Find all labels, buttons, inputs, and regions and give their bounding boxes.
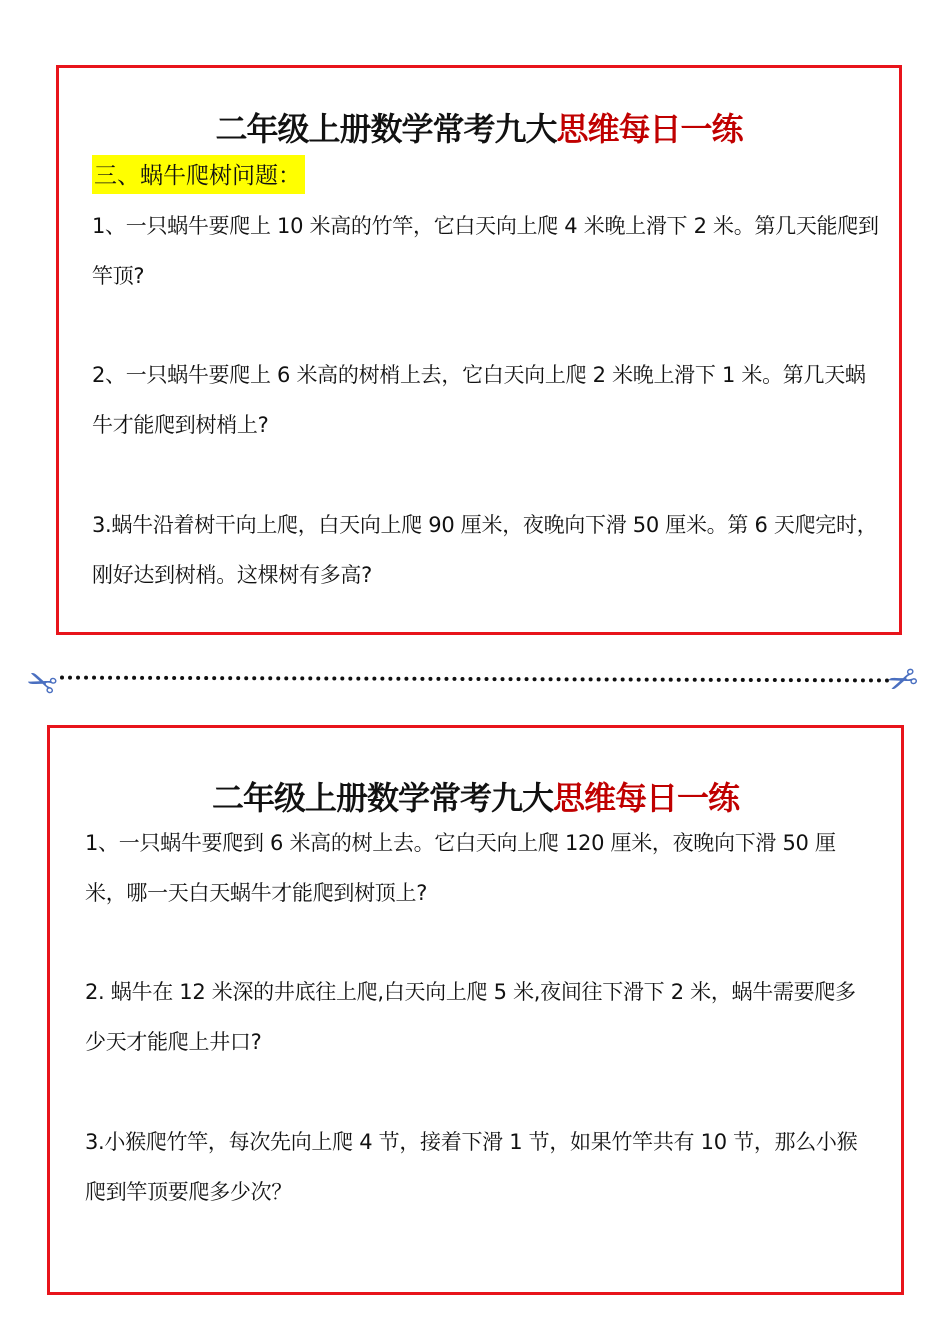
question-1: 1、一只蜗牛要爬到 6 米高的树上去。它白天向上爬 120 厘米，夜晚向下滑 50 厘米，哪一天白天蜗牛才能爬到树顶上? bbox=[85, 831, 836, 905]
worksheet-title bbox=[50, 773, 901, 819]
section-heading: 三、蜗牛爬树问题： bbox=[92, 155, 305, 194]
cut-line-divider bbox=[60, 676, 890, 683]
question-3: 3.小猴爬竹竿，每次先向上爬 4 节，接着下滑 1 节，如果竹竿共有 10 节，那么小猴爬到竿顶要爬多少次？ bbox=[85, 1130, 858, 1204]
worksheet-card-1 bbox=[56, 65, 902, 635]
worksheet-card-2 bbox=[47, 725, 904, 1295]
question-3: 3.蜗牛沿着树干向上爬，白天向上爬 90 厘米，夜晚向下滑 50 厘米。第 6 天爬完时，刚好达到树梢。这棵树有多高? bbox=[92, 513, 878, 587]
question-1: 1、一只蜗牛要爬上 10 米高的竹竿，它白天向上爬 4 米晚上滑下 2 米。第几天能爬到竿顶? bbox=[92, 214, 879, 288]
question-2: 2、一只蜗牛要爬上 6 米高的树梢上去，它白天向上爬 2 米晚上滑下 1 米。第几天蜗牛才能爬到树梢上? bbox=[92, 363, 866, 437]
scissors-icon: ✂ bbox=[881, 657, 925, 706]
title-black: 二年级上册数学常考九大 bbox=[211, 779, 553, 817]
question-2: 2. 蜗牛在 12 米深的井底往上爬,白天向上爬 5 米,夜间往下滑下 2 米，蜗牛需要爬多少天才能爬上井口? bbox=[85, 980, 856, 1054]
title-black: 二年级上册数学常考九大 bbox=[215, 110, 557, 148]
title-red: 思维每日一练 bbox=[553, 779, 740, 817]
scissors-icon: ✂ bbox=[20, 659, 63, 708]
worksheet-title bbox=[59, 104, 899, 150]
title-red: 思维每日一练 bbox=[556, 110, 743, 148]
